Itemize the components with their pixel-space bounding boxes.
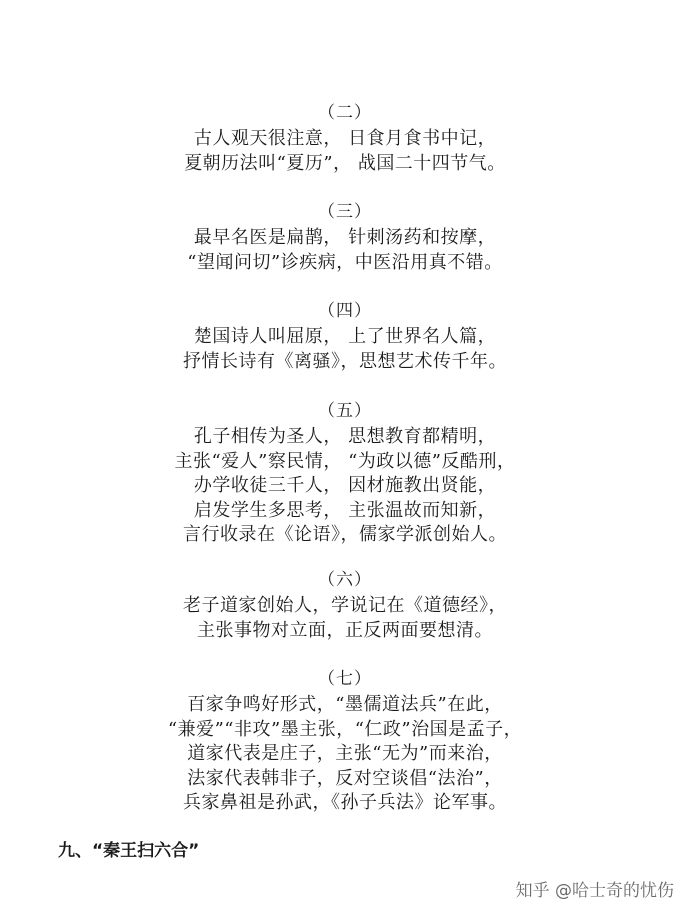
verse-line: 启发学生多思考， 主张温故而知新， <box>193 499 497 521</box>
verse-line: 道家代表是庄子，主张“无为”而来治， <box>187 743 503 764</box>
verse-line: “望闻问切”诊疾病，中医沿用真不错。 <box>187 251 503 273</box>
verse-line: “兼爱”“非攻”墨主张，“仁政”治国是孟子， <box>167 718 523 740</box>
verse-line: 言行收录在《论语》，儒家学派创始人。 <box>183 524 507 545</box>
verse-line: 夏朝历法叫“夏历”， 战国二十四节气。 <box>184 152 506 174</box>
verse-line: 老子道家创始人，学说记在《道德经》， <box>183 595 507 616</box>
verse-line: 兵家鼻祖是孙武，《孙子兵法》论军事。 <box>183 792 507 813</box>
stanza-3 <box>0 198 690 275</box>
verse-line: 办学收徒三千人， 因材施教出贤能， <box>193 475 497 496</box>
stanza-7 <box>0 665 690 816</box>
section-title: 九、“秦王扫六合” <box>58 841 200 861</box>
stanza-heading: （二） <box>318 103 372 123</box>
stanza-heading: （四） <box>318 301 372 321</box>
stanza-4 <box>0 297 690 374</box>
stanza-2 <box>0 99 690 176</box>
stanza-heading: （五） <box>318 401 372 421</box>
verse-line: 主张“爱人”察民情， “为政以德”反酷刑， <box>174 450 516 472</box>
stanza-heading: （七） <box>318 669 372 689</box>
stanza-heading: （六） <box>318 570 372 590</box>
verse-line: 古人观天很注意， 日食月食书中记， <box>193 128 497 149</box>
verse-line: 孔子相传为圣人， 思想教育都精明， <box>193 426 497 447</box>
verse-line: 主张事物对立面，正反两面要想清。 <box>197 619 493 641</box>
verse-line: 最早名医是扁鹊， 针刺汤药和按摩， <box>193 227 497 248</box>
stanza-6 <box>0 566 690 643</box>
stanza-heading: （三） <box>318 202 372 222</box>
zhihu-watermark: 知乎 @哈士奇的忧伤 <box>515 881 674 901</box>
stanza-5 <box>0 397 690 548</box>
verse-line: 法家代表韩非子，反对空谈倡“法治”， <box>187 767 503 789</box>
verse-line: 楚国诗人叫屈原， 上了世界名人篇， <box>193 326 497 347</box>
verse-line: 百家争鸣好形式，“墨儒道法兵”在此， <box>187 694 503 715</box>
verse-line: 抒情长诗有《离骚》，思想艺术传千年。 <box>183 350 507 372</box>
